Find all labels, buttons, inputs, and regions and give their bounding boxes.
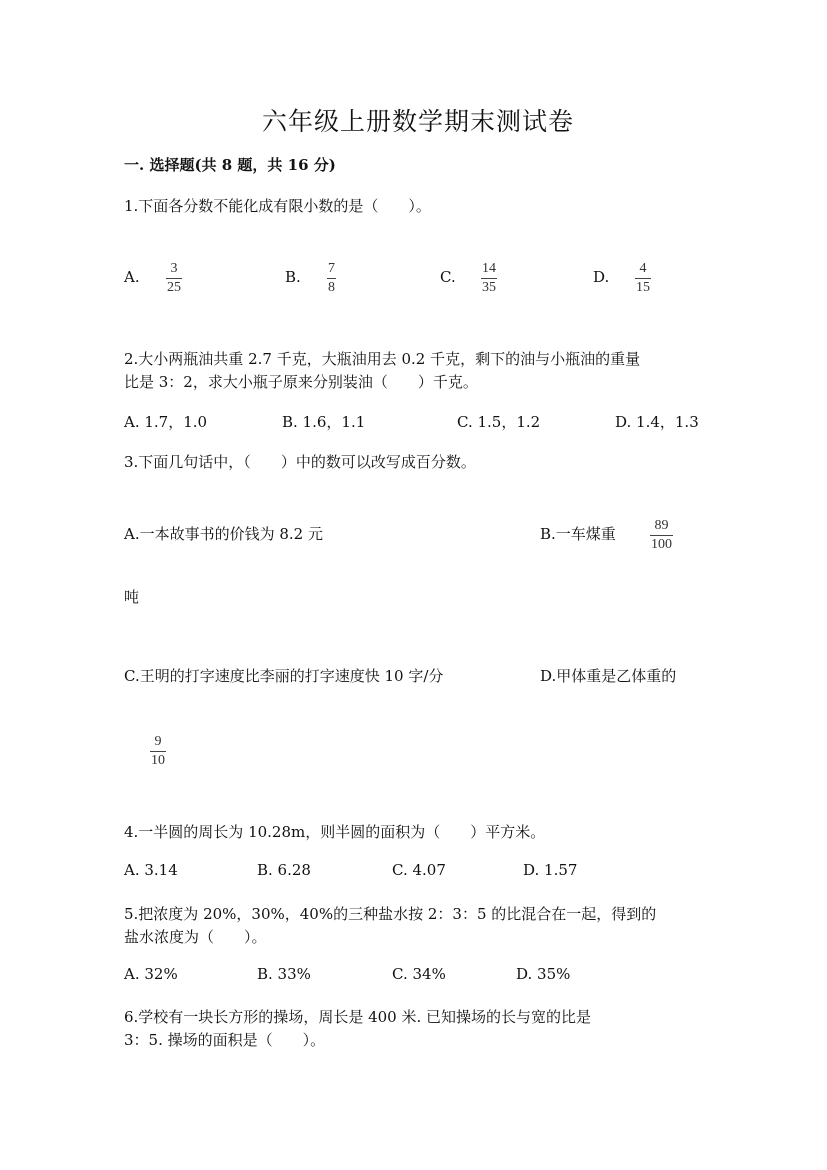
q1-option-d-fraction: 4 15: [636, 261, 650, 295]
q3-option-d: D.甲体重是乙体重的: [540, 667, 677, 685]
question-2-line-1: 2.大小两瓶油共重 2.7 千克，大瓶油用去 0.2 千克，剩下的油与小瓶油的重量: [124, 350, 641, 368]
q3-option-b-fraction: 89 100: [651, 518, 672, 552]
q1-option-b-fraction: 7 8: [328, 261, 335, 295]
q1-option-d-label: D.: [593, 268, 610, 286]
q4-option-c: C. 4.07: [392, 861, 446, 879]
q3-option-b-unit: 吨: [124, 588, 140, 606]
question-1: 1.下面各分数不能化成有限小数的是（ ）。: [124, 197, 431, 215]
question-6-line-1: 6.学校有一块长方形的操场，周长是 400 米. 已知操场的长与宽的比是: [124, 1008, 592, 1026]
q1-option-b-label: B.: [285, 268, 301, 286]
q4-option-b: B. 6.28: [257, 861, 311, 879]
q2-option-d: D. 1.4，1.3: [615, 413, 699, 431]
q1-option-a-label: A.: [124, 268, 140, 286]
question-3: 3.下面几句话中，（ ）中的数可以改写成百分数。: [124, 453, 476, 471]
q3-option-c: C.王明的打字速度比李丽的打字速度快 10 字/分: [124, 667, 444, 685]
q3-option-d-fraction: 9 10: [151, 734, 165, 768]
q5-option-c: C. 34%: [392, 965, 446, 983]
question-4: 4.一半圆的周长为 10.28m，则半圆的面积为（ ）平方米。: [124, 823, 546, 841]
q1-option-c-label: C.: [440, 268, 456, 286]
q4-option-d: D. 1.57: [523, 861, 578, 879]
question-6-line-2: 3：5. 操场的面积是（ ）。: [124, 1031, 326, 1049]
q2-option-a: A. 1.7，1.0: [124, 413, 208, 431]
q5-option-d: D. 35%: [516, 965, 571, 983]
q2-option-b: B. 1.6，1.1: [282, 413, 366, 431]
q5-option-a: A. 32%: [124, 965, 178, 983]
page-title: 六年级上册数学期末测试卷: [262, 107, 575, 136]
section-heading: 一. 选择题(共 8 题，共 16 分): [124, 156, 336, 174]
q3-option-a: A.一本故事书的价钱为 8.2 元: [124, 525, 323, 543]
question-5-line-1: 5.把浓度为 20%，30%，40%的三种盐水按 2：3：5 的比混合在一起，得到的: [124, 905, 657, 923]
q5-option-b: B. 33%: [257, 965, 311, 983]
q2-option-c: C. 1.5，1.2: [457, 413, 541, 431]
q1-option-a-fraction: 3 25: [167, 261, 181, 295]
question-5-line-2: 盐水浓度为（ ）。: [124, 928, 267, 946]
question-2-line-2: 比是 3：2，求大小瓶子原来分别装油（ ）千克。: [124, 373, 478, 391]
q1-option-c-fraction: 14 35: [482, 261, 496, 295]
q3-option-b: B.一车煤重: [540, 525, 616, 543]
q4-option-a: A. 3.14: [124, 861, 178, 879]
